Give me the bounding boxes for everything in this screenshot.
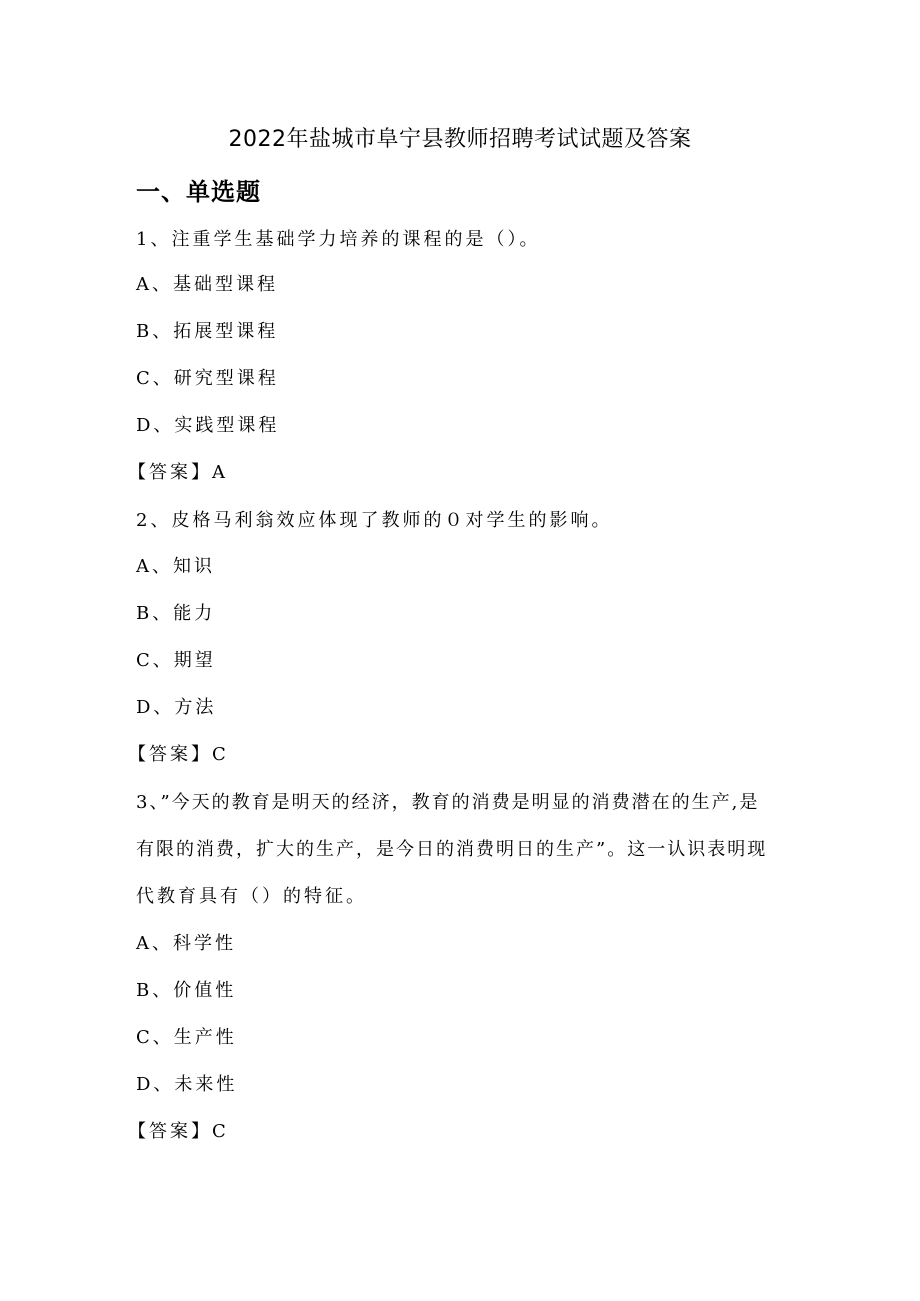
question-1-stem: 1、注重学生基础学力培养的课程的是（）。 xyxy=(136,229,541,250)
question-3-option-d: D、未来性 xyxy=(136,1074,238,1095)
question-1-option-c: C、研究型课程 xyxy=(136,368,279,389)
question-3-option-b: B、价值性 xyxy=(136,980,237,1001)
question-3-option-c: C、生产性 xyxy=(136,1027,237,1048)
question-2-option-d: D、方法 xyxy=(136,697,217,718)
document-title: 2022年盐城市阜宁县教师招聘考试试题及答案 xyxy=(228,127,692,152)
question-3-option-a: A、科学性 xyxy=(136,933,236,954)
question-2-stem: 2、皮格马利翁效应体现了教师的０对学生的影响。 xyxy=(136,510,613,531)
question-2-option-c: C、期望 xyxy=(136,650,216,671)
question-1-option-d: D、实践型课程 xyxy=(136,415,280,436)
question-3-stem-line-3: 代教育具有（）的特征。 xyxy=(136,886,367,907)
question-1-answer: 【答案】A xyxy=(128,462,228,483)
question-2-answer: 【答案】C xyxy=(128,744,229,765)
question-1-option-b: B、拓展型课程 xyxy=(136,321,279,342)
question-1-option-a: A、基础型课程 xyxy=(136,274,278,295)
question-2-option-a: A、知识 xyxy=(136,556,215,577)
question-3-stem-line-1: 3、”今天的教育是明天的经济，教育的消费是明显的消费潜在的生产,是 xyxy=(136,792,760,813)
section-title: 一、单选题 xyxy=(136,178,261,206)
question-3-answer: 【答案】C xyxy=(128,1121,229,1142)
question-2-option-b: B、能力 xyxy=(136,603,216,624)
question-3-stem-line-2: 有限的消费，扩大的生产，是今日的消费明日的生产”。这一认识表明现 xyxy=(136,839,768,860)
